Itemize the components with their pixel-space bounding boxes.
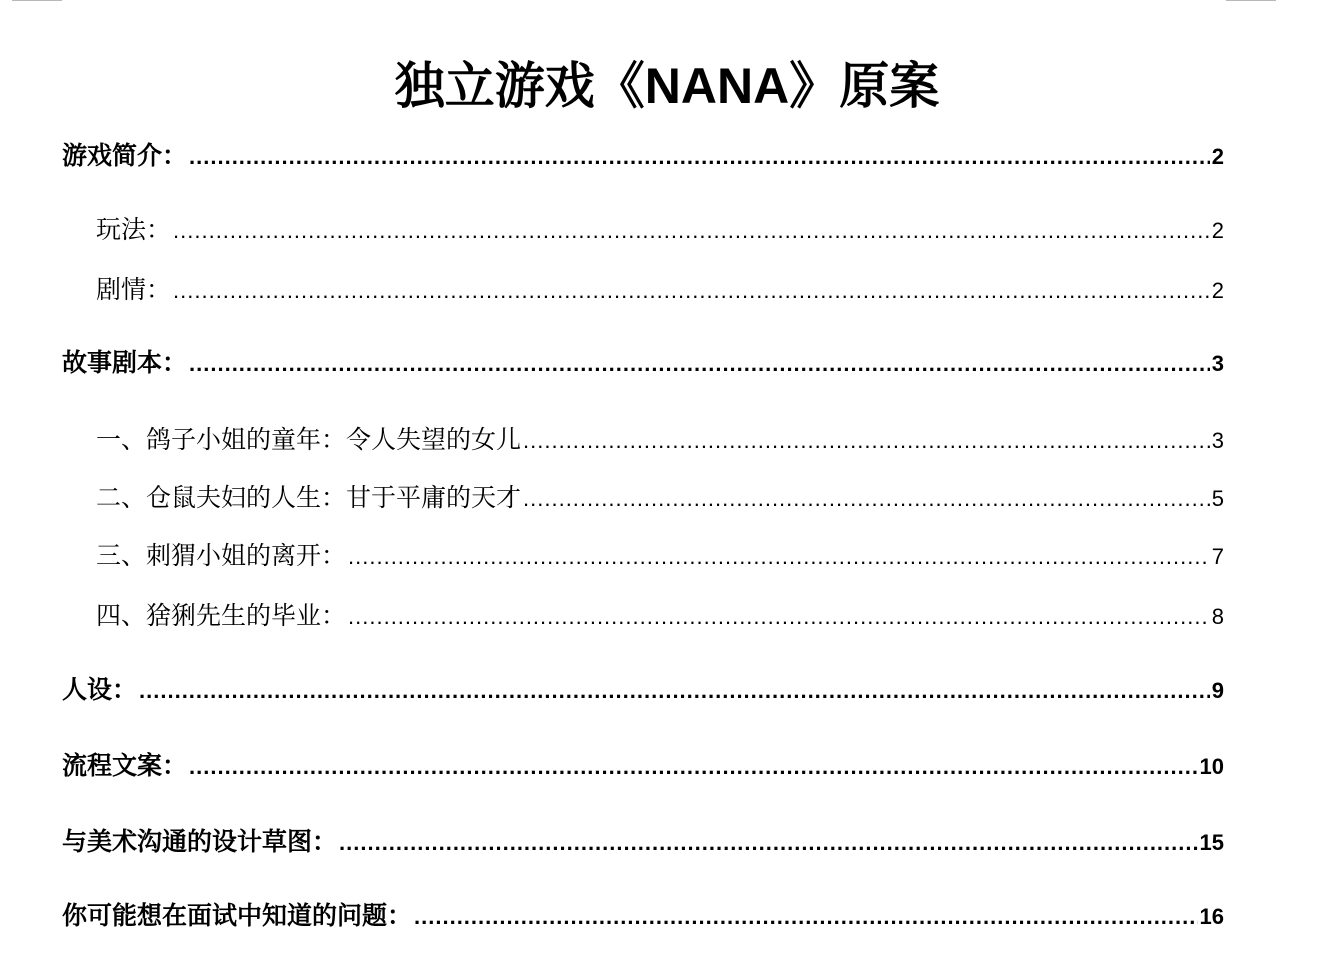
toc-dot-leader (139, 678, 1210, 704)
toc-entry-label: 一、鸽子小姐的童年：令人失望的女儿 (96, 426, 522, 454)
toc-dot-leader (348, 544, 1210, 570)
toc-page-number: 3 (1211, 351, 1224, 376)
toc-dot-leader (348, 604, 1210, 630)
toc-page-number: 8 (1211, 604, 1224, 629)
toc-entry-flow-copy[interactable] (62, 746, 1224, 782)
toc-entry-label: 故事剧本： (62, 349, 188, 377)
toc-dot-leader (189, 754, 1198, 780)
toc-entry-chapter-2[interactable] (96, 478, 1224, 514)
toc-entry-intro[interactable] (62, 136, 1224, 172)
toc-entry-label: 玩法： (96, 216, 172, 244)
toc-entry-plot[interactable] (96, 270, 1224, 306)
toc-dot-leader (173, 218, 1210, 244)
toc-entry-label: 人设： (62, 676, 138, 704)
toc-dot-leader (189, 144, 1210, 170)
toc-page-number: 2 (1211, 218, 1224, 243)
toc-entry-label: 二、仓鼠夫妇的人生：甘于平庸的天才 (96, 484, 522, 512)
toc-entry-label: 三、刺猬小姐的离开： (96, 542, 347, 570)
toc-page-number: 3 (1211, 428, 1224, 453)
toc-entry-interview-questions[interactable] (62, 896, 1224, 932)
toc-entry-label: 你可能想在面试中知道的问题： (62, 902, 413, 930)
toc-entry-label: 游戏简介： (62, 142, 188, 170)
toc-page-number: 15 (1199, 830, 1224, 855)
toc-entry-characters[interactable] (62, 670, 1224, 706)
toc-page-number: 7 (1211, 544, 1224, 569)
toc-entry-label: 与美术沟通的设计草图： (62, 828, 338, 856)
toc-page-number: 2 (1211, 278, 1224, 303)
toc-page-number: 16 (1199, 904, 1224, 929)
toc-entry-story-script[interactable] (62, 343, 1224, 379)
toc-dot-leader (189, 351, 1210, 377)
toc-entry-chapter-4[interactable] (96, 596, 1224, 632)
toc-entry-design-sketches[interactable] (62, 822, 1224, 858)
toc-dot-leader (414, 904, 1198, 930)
toc-entry-gameplay[interactable] (96, 210, 1224, 246)
toc-page-number: 9 (1211, 678, 1224, 703)
toc-page-number: 10 (1199, 754, 1224, 779)
toc-entry-chapter-1[interactable] (96, 420, 1224, 456)
toc-entry-label: 流程文案： (62, 752, 188, 780)
document-title: 独立游戏《NANA》原案 (394, 57, 940, 114)
toc-entry-label: 剧情： (96, 276, 172, 304)
toc-dot-leader (173, 278, 1210, 304)
toc-entry-chapter-3[interactable] (96, 536, 1224, 572)
toc-dot-leader (523, 428, 1210, 454)
toc-page-number: 2 (1211, 144, 1224, 169)
toc-dot-leader (523, 486, 1210, 512)
toc-entry-label: 四、猞猁先生的毕业： (96, 602, 347, 630)
toc-page-number: 5 (1211, 486, 1224, 511)
toc-dot-leader (339, 830, 1198, 856)
